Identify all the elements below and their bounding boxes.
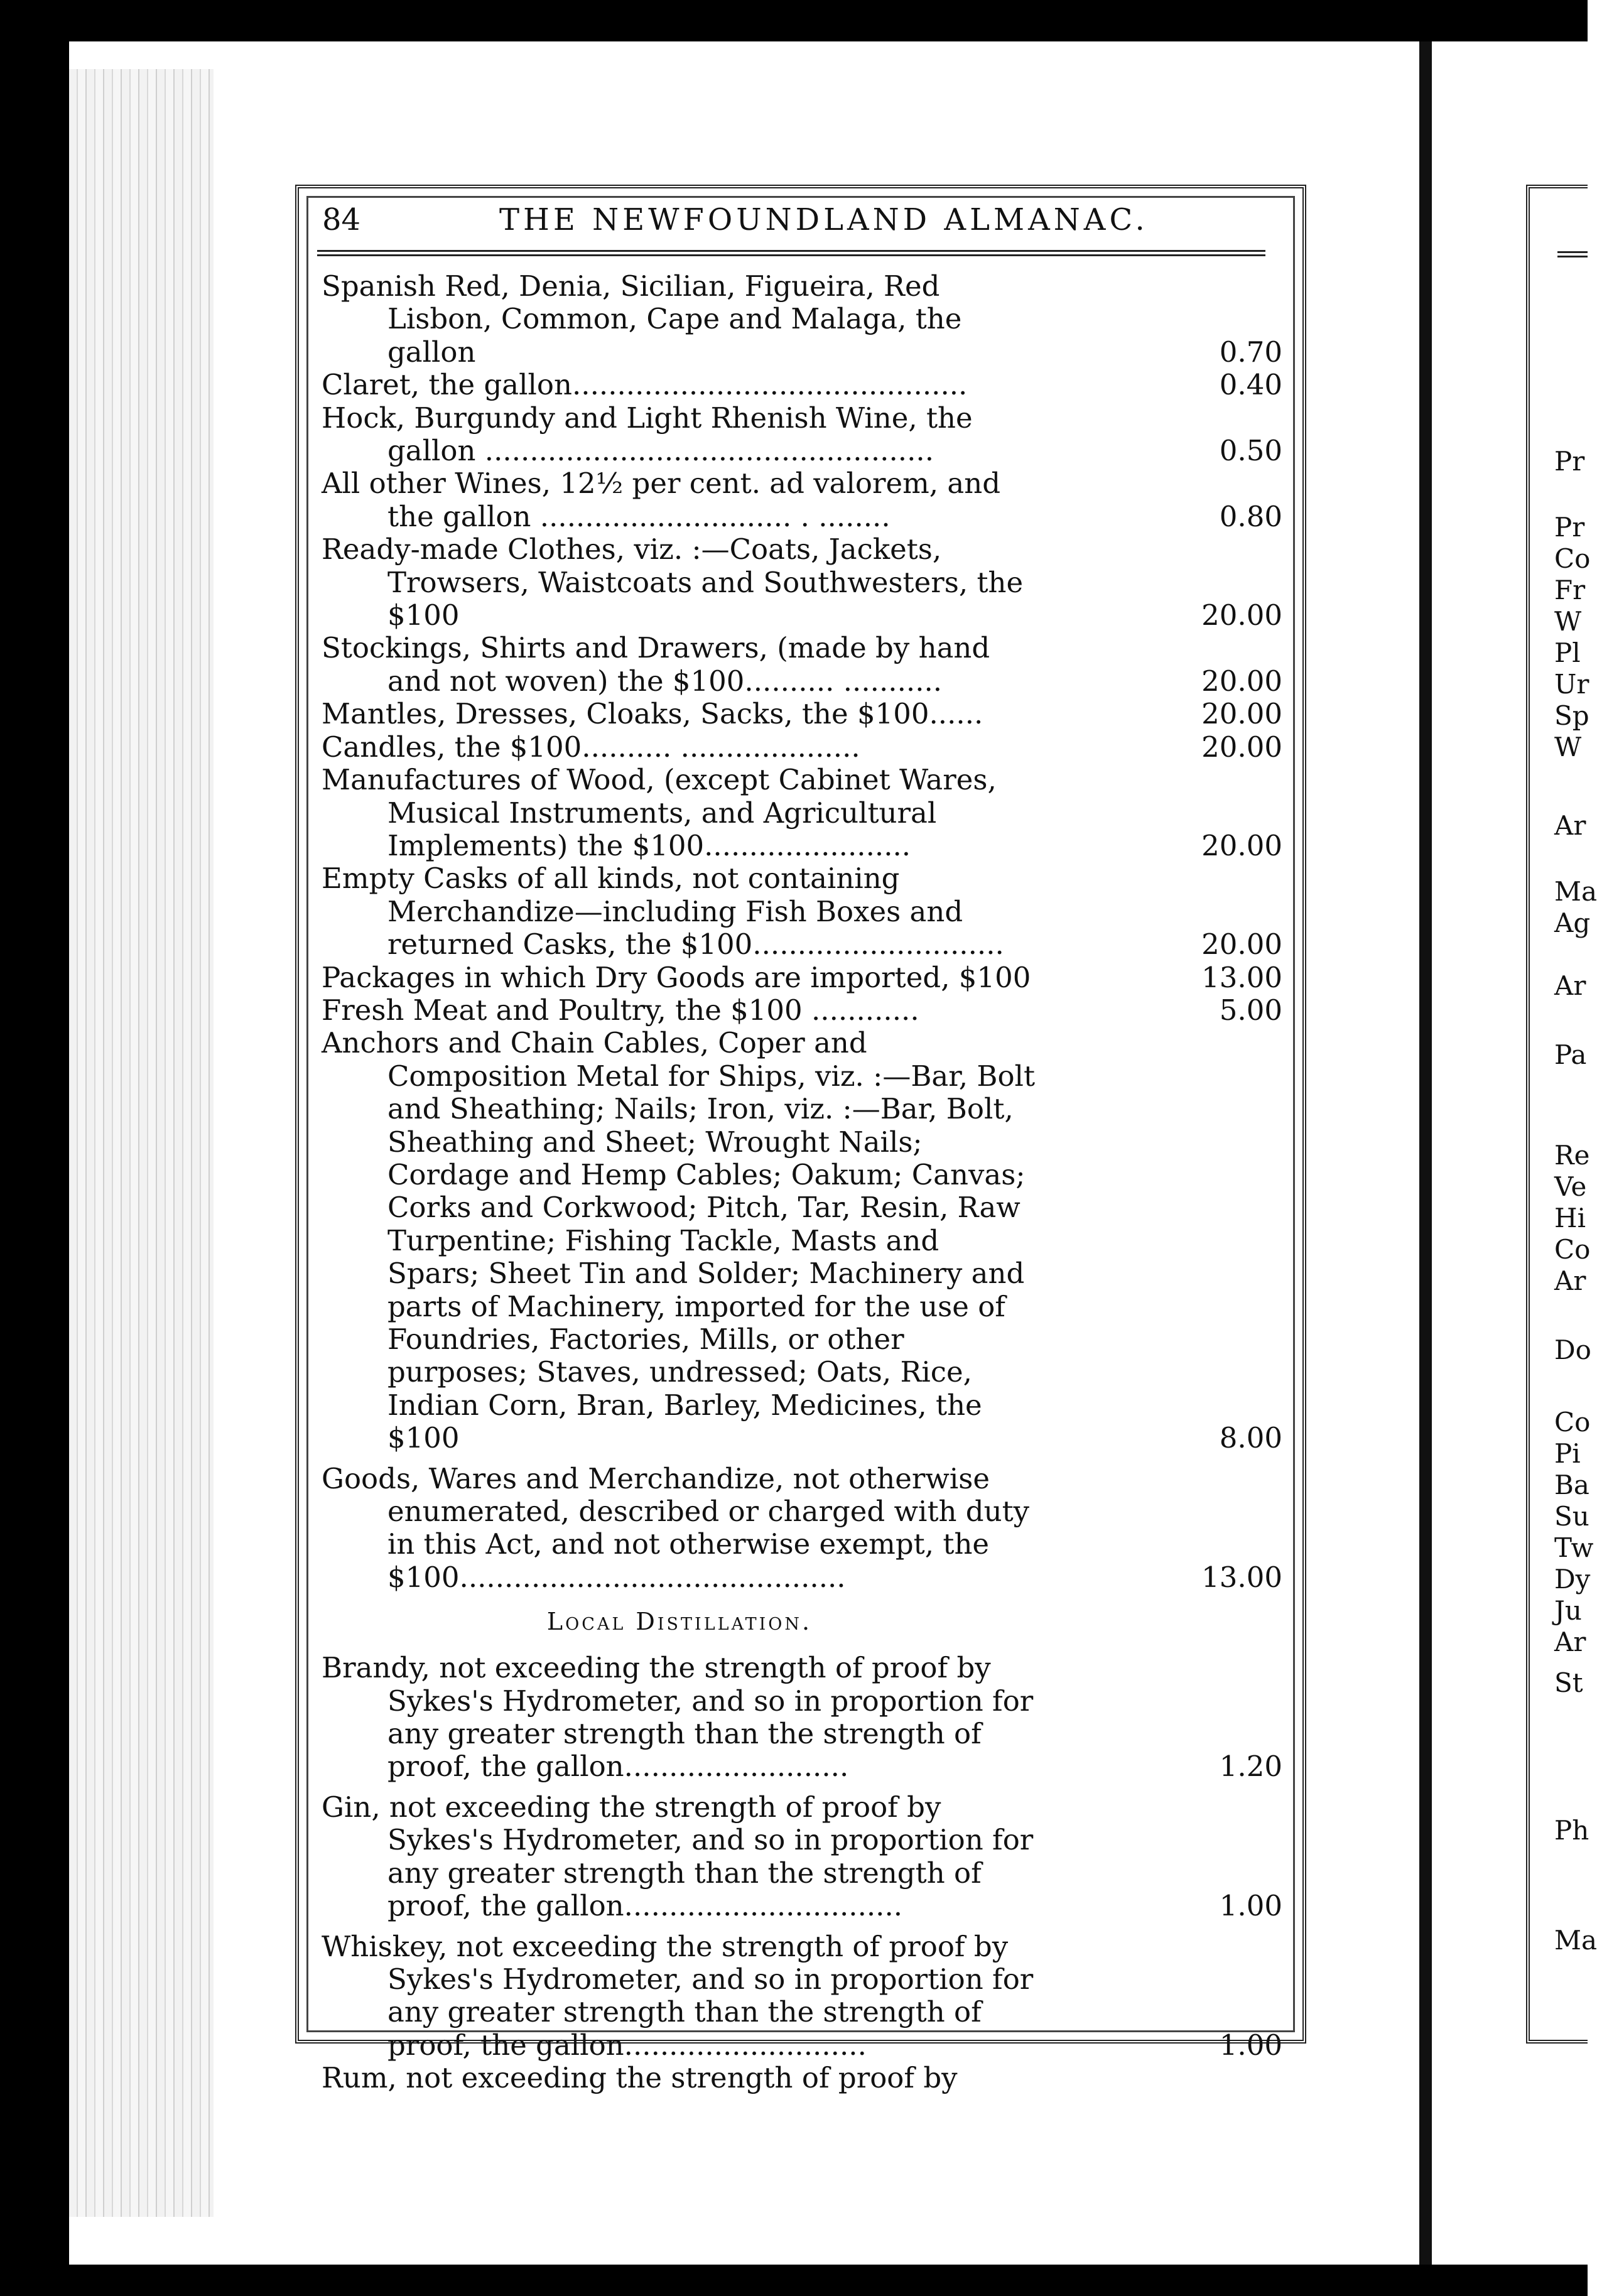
facing-page-fragment: Ma	[1554, 876, 1597, 907]
facing-page-fragment: Sp	[1554, 700, 1589, 731]
scan-border-top	[0, 0, 1588, 41]
facing-page-fragment: W	[1554, 732, 1582, 762]
facing-page-fragment: Ar	[1554, 1265, 1586, 1296]
facing-page-fragment: Ve	[1554, 1171, 1587, 1202]
section-heading: Local Distillation.	[546, 1608, 813, 1636]
entry-rate: 1.20	[1219, 1750, 1282, 1784]
tariff-entry	[322, 994, 1282, 1027]
entry-rate: 13.00	[1201, 960, 1282, 994]
facing-page-fragment: Pa	[1554, 1039, 1587, 1070]
facing-page-fragment: Pi	[1554, 1438, 1581, 1469]
facing-page-fragment: Pr	[1554, 512, 1585, 543]
entry-description: Spanish Red, Denia, Sicilian, Figueira, Red Lisbon, Common, Cape and Malaga, the gallon	[322, 269, 962, 369]
facing-page-fragment: Fr	[1554, 575, 1586, 605]
entry-description: Ready-made Clothes, viz. :—Coats, Jackets, Trowsers, Waistcoats and Southwesters, the $100	[322, 533, 1024, 632]
entry-description: All other Wines, 12½ per cent. ad valorem, and the gallon ............................ . ........	[322, 467, 1001, 533]
facing-page-fragment: Co	[1554, 1234, 1591, 1265]
entry-rate: 0.40	[1219, 368, 1282, 402]
entry-rate: 1.00	[1219, 2028, 1282, 2062]
tariff-entry	[322, 402, 1282, 468]
entry-rate: 20.00	[1201, 697, 1282, 731]
header-rule	[317, 250, 1265, 256]
facing-page-fragment: Tw	[1554, 1532, 1594, 1563]
tariff-entry	[322, 1463, 1282, 1595]
scan-border-bottom	[0, 2265, 1588, 2296]
facing-page-fragment: Ph	[1554, 1815, 1589, 1846]
entry-rate: 0.80	[1219, 499, 1282, 533]
tariff-entry	[322, 632, 1282, 698]
tariff-entry	[322, 698, 1282, 730]
facing-page-fragment: Pr	[1554, 446, 1585, 477]
entry-description: Anchors and Chain Cables, Coper and Composition Metal for Ships, viz. :—Bar, Bolt and Sheathing; Nails; Iron, viz. :—Bar, Bolt, Sheathing and Sheet; Wrought Nails; Cordage and Hemp Cables; Oakum; Canvas; Corks and Corkwood; Pitch, Tar, Resin, Raw Turpentine; Fishing Tackle, Masts and Spars; Sheet Tin and Solder; Machinery and parts of Machinery, imported for the use of Foundries, Factories, Mills, or other purposes; Staves, undressed; Oats, Rice, Indian Corn, Bran, Barley, Medicines, the $100	[322, 1026, 1036, 1455]
book-gutter	[1419, 41, 1432, 2265]
book-page-edges	[69, 69, 214, 2217]
tariff-entry	[322, 533, 1282, 632]
tariff-entry	[322, 764, 1282, 862]
entry-description: Gin, not exceeding the strength of proof by Sykes's Hydrometer, and so in proportion for any greater strength than the strength of proof, the gallon...............................	[322, 1790, 1034, 1923]
entry-rate: 20.00	[1201, 730, 1282, 764]
tariff-table	[322, 270, 1282, 2095]
entry-description: Claret, the gallon............................................	[322, 368, 968, 402]
facing-page-fragment: Ur	[1554, 669, 1589, 700]
facing-page-fragment: Do	[1554, 1335, 1591, 1365]
entry-rate: 13.00	[1201, 1560, 1282, 1594]
entry-rate: 20.00	[1201, 664, 1282, 698]
running-title: THE NEWFOUNDLAND ALMANAC.	[499, 202, 1149, 237]
distillation-entry	[322, 2062, 1282, 2094]
entry-rate: 8.00	[1219, 1421, 1282, 1455]
distillation-entry	[322, 1652, 1282, 1784]
entry-description: Hock, Burgundy and Light Rhenish Wine, the gallon ..................................................	[322, 401, 973, 468]
entry-description: Empty Casks of all kinds, not containing Merchandize—including Fish Boxes and returned Casks, the $100............................	[322, 862, 1004, 961]
entry-description: Stockings, Shirts and Drawers, (made by hand and not woven) the $100.......... ...........	[322, 631, 990, 698]
facing-page-fragment: Ag	[1554, 907, 1591, 938]
spacer	[322, 1455, 1282, 1463]
facing-page-fragment: W	[1554, 606, 1582, 637]
entry-rate: 20.00	[1201, 828, 1282, 862]
facing-page-fragment: Dy	[1554, 1564, 1591, 1595]
entry-rate: 0.70	[1219, 335, 1282, 369]
facing-page-fragment: Ar	[1554, 810, 1586, 841]
entry-rate: 5.00	[1219, 993, 1282, 1027]
facing-page-fragment: Re	[1554, 1140, 1590, 1171]
tariff-entry	[322, 1027, 1282, 1454]
scan-border-left	[0, 41, 69, 2265]
entry-rate: 20.00	[1201, 928, 1282, 961]
entry-description: Goods, Wares and Merchandize, not otherwise enumerated, described or charged with duty in this Act, and not otherwise exempt, the $100...........................................	[322, 1461, 1030, 1594]
entry-rate: 20.00	[1201, 598, 1282, 632]
facing-page-fragment: Hi	[1554, 1203, 1586, 1233]
entry-description: Fresh Meat and Poultry, the $100 ............	[322, 993, 919, 1027]
facing-page-fragment: Ma	[1554, 1925, 1597, 1956]
entry-rate: 0.50	[1219, 434, 1282, 468]
entry-rate: 1.00	[1219, 1889, 1282, 1923]
entry-description: Mantles, Dresses, Cloaks, Sacks, the $100......	[322, 697, 983, 731]
tariff-entry	[322, 467, 1282, 533]
facing-page-fragment: Ba	[1554, 1470, 1589, 1500]
facing-page-fragment: Ar	[1554, 970, 1586, 1001]
facing-page-fragment: Ar	[1554, 1627, 1586, 1657]
tariff-entry	[322, 369, 1282, 401]
entry-description: Candles, the $100.......... ....................	[322, 730, 860, 764]
distillation-entry	[322, 1930, 1282, 2062]
facing-page-fragment: Ju	[1554, 1595, 1582, 1626]
entry-description: Whiskey, not exceeding the strength of proof by Sykes's Hydrometer, and so in proportion for any greater strength than the strength of proof, the gallon...........................	[322, 1929, 1034, 2062]
distillation-entry	[322, 1791, 1282, 1923]
tariff-entry	[322, 731, 1282, 764]
running-header	[317, 200, 1284, 244]
spacer	[322, 1923, 1282, 1930]
tariff-entry	[322, 270, 1282, 369]
facing-page-rule	[1557, 251, 1588, 257]
facing-page-fragment: St	[1554, 1667, 1583, 1698]
facing-page-fragment: Co	[1554, 543, 1591, 574]
facing-page-fragment: Pl	[1554, 637, 1581, 668]
facing-page-fragment: Co	[1554, 1407, 1591, 1438]
entry-description: Rum, not exceeding the strength of proof by	[322, 2061, 958, 2095]
tariff-entry	[322, 862, 1282, 961]
tariff-entry	[322, 961, 1282, 994]
entry-description: Brandy, not exceeding the strength of proof by Sykes's Hydrometer, and so in proportion for any greater strength than the strength of proof, the gallon.........................	[322, 1651, 1034, 1784]
entry-description: Manufactures of Wood, (except Cabinet Wares, Musical Instruments, and Agricultural Implements) the $100.......................	[322, 763, 997, 862]
entry-description: Packages in which Dry Goods are imported, $100	[322, 960, 1031, 994]
facing-page-fragment: Su	[1554, 1501, 1589, 1532]
page-number: 84	[322, 202, 361, 237]
